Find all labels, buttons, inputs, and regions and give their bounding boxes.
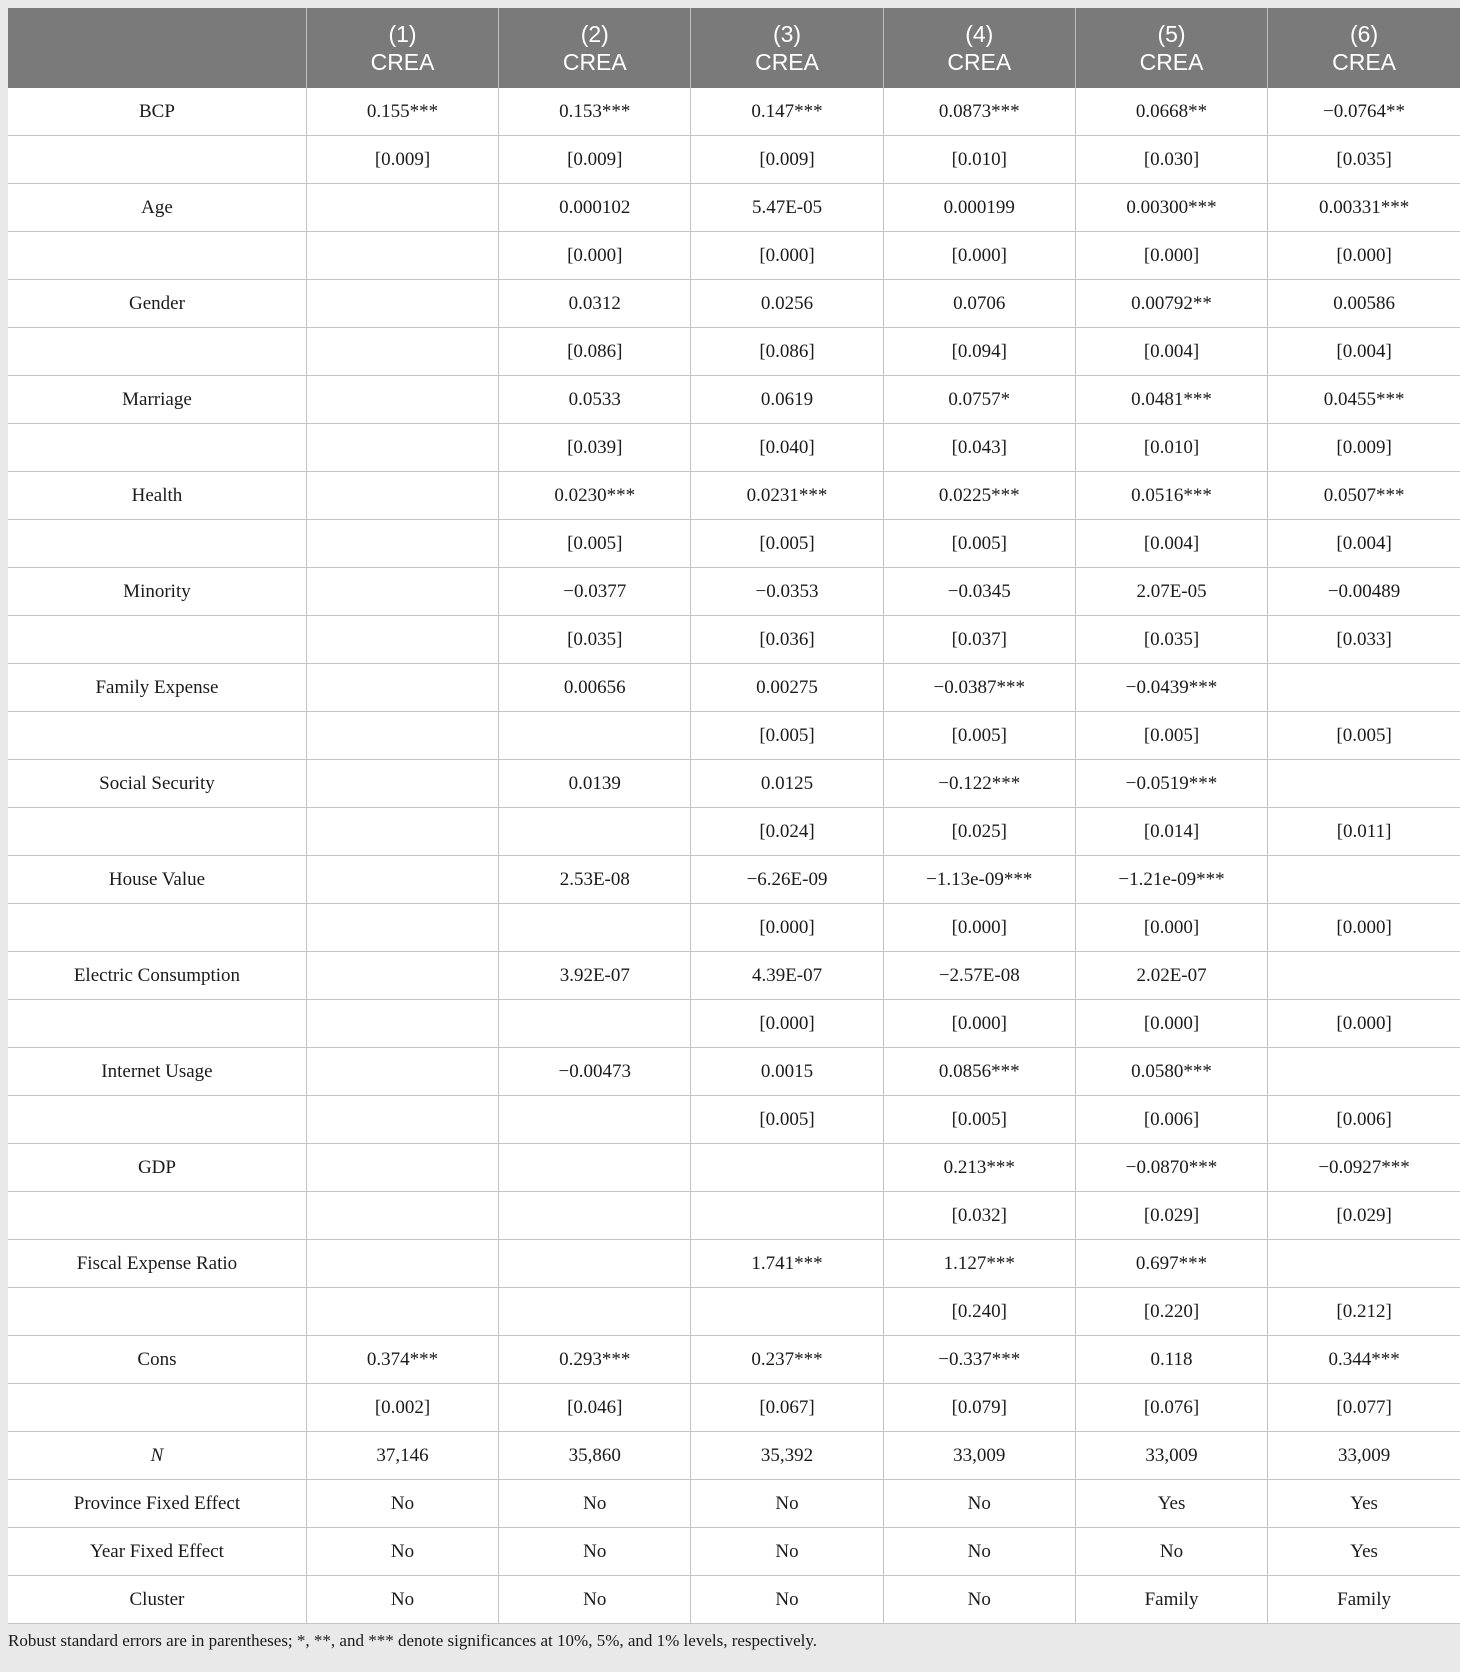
table-cell: −2.57E-08: [883, 952, 1075, 1000]
table-cell: 4.39E-07: [691, 952, 883, 1000]
table-cell: −0.0439***: [1075, 664, 1267, 712]
table-cell: 3.92E-07: [499, 952, 691, 1000]
table-cell: [0.005]: [691, 1096, 883, 1144]
table-row: [8, 1480, 1460, 1528]
table-row: [8, 88, 1460, 136]
row-label: Cluster: [8, 1576, 306, 1624]
table-cell: −0.122***: [883, 760, 1075, 808]
table-cell: [0.094]: [883, 328, 1075, 376]
column-header: [306, 8, 498, 88]
table-cell: [0.006]: [1075, 1096, 1267, 1144]
table-row: [8, 1432, 1460, 1480]
row-label: [8, 328, 306, 376]
table-cell: [0.039]: [499, 424, 691, 472]
table-cell: 0.0139: [499, 760, 691, 808]
table-cell: 0.000102: [499, 184, 691, 232]
table-cell: [0.029]: [1075, 1192, 1267, 1240]
table-cell: [1268, 760, 1460, 808]
table-cell: [306, 232, 498, 280]
table-cell: [0.024]: [691, 808, 883, 856]
table-cell: 0.0706: [883, 280, 1075, 328]
table-cell: 0.0516***: [1075, 472, 1267, 520]
table-cell: No: [306, 1576, 498, 1624]
row-label: Cons: [8, 1336, 306, 1384]
table-cell: 0.0873***: [883, 88, 1075, 136]
table-cell: [499, 1240, 691, 1288]
table-cell: [0.011]: [1268, 808, 1460, 856]
table-cell: 0.0225***: [883, 472, 1075, 520]
table-cell: [0.033]: [1268, 616, 1460, 664]
table-cell: 0.0481***: [1075, 376, 1267, 424]
table-cell: 0.0125: [691, 760, 883, 808]
table-cell: [0.005]: [883, 1096, 1075, 1144]
table-cell: −0.0387***: [883, 664, 1075, 712]
table-cell: [1268, 952, 1460, 1000]
table-cell: [0.004]: [1268, 520, 1460, 568]
table-cell: [0.009]: [1268, 424, 1460, 472]
table-row: [8, 904, 1460, 952]
table-row: [8, 1144, 1460, 1192]
table-cell: [0.079]: [883, 1384, 1075, 1432]
table-cell: [0.005]: [883, 712, 1075, 760]
table-cell: [306, 808, 498, 856]
table-cell: Family: [1268, 1576, 1460, 1624]
table-cell: [0.000]: [691, 904, 883, 952]
row-label: GDP: [8, 1144, 306, 1192]
table-cell: [691, 1192, 883, 1240]
table-cell: [499, 1096, 691, 1144]
table-cell: 0.0312: [499, 280, 691, 328]
column-variable: CREA: [562, 49, 627, 75]
table-cell: Yes: [1268, 1480, 1460, 1528]
row-label: Age: [8, 184, 306, 232]
table-cell: [0.077]: [1268, 1384, 1460, 1432]
table-cell: 0.155***: [306, 88, 498, 136]
table-cell: [0.009]: [691, 136, 883, 184]
table-row: [8, 1384, 1460, 1432]
table-cell: [306, 856, 498, 904]
table-cell: [0.002]: [306, 1384, 498, 1432]
table-cell: No: [1075, 1528, 1267, 1576]
table-cell: 35,392: [691, 1432, 883, 1480]
table-cell: −0.337***: [883, 1336, 1075, 1384]
table-cell: 0.0230***: [499, 472, 691, 520]
table-cell: [1268, 664, 1460, 712]
table-cell: No: [499, 1576, 691, 1624]
table-cell: −1.13e-09***: [883, 856, 1075, 904]
row-label: Health: [8, 472, 306, 520]
table-row: [8, 1096, 1460, 1144]
row-label: Social Security: [8, 760, 306, 808]
table-cell: [0.009]: [306, 136, 498, 184]
table-cell: 2.02E-07: [1075, 952, 1267, 1000]
column-variable: CREA: [1332, 49, 1397, 75]
table-cell: [306, 280, 498, 328]
column-variable: CREA: [755, 49, 819, 75]
table-cell: Yes: [1075, 1480, 1267, 1528]
table-cell: [0.220]: [1075, 1288, 1267, 1336]
table-cell: 0.000199: [883, 184, 1075, 232]
row-label: BCP: [8, 88, 306, 136]
table-row: [8, 952, 1460, 1000]
table-cell: No: [306, 1480, 498, 1528]
column-number: (2): [580, 21, 609, 47]
table-cell: [0.000]: [1268, 232, 1460, 280]
table-cell: 0.00275: [691, 664, 883, 712]
table-cell: [306, 1240, 498, 1288]
table-cell: [306, 1288, 498, 1336]
table-cell: [306, 616, 498, 664]
table-cell: 37,146: [306, 1432, 498, 1480]
table-row: [8, 664, 1460, 712]
table-cell: [0.000]: [1075, 232, 1267, 280]
table-cell: [0.029]: [1268, 1192, 1460, 1240]
table-cell: 0.0231***: [691, 472, 883, 520]
table-cell: [0.000]: [1268, 1000, 1460, 1048]
table-cell: 0.0668**: [1075, 88, 1267, 136]
row-label: Family Expense: [8, 664, 306, 712]
table-cell: −0.0353: [691, 568, 883, 616]
table-cell: [499, 808, 691, 856]
table-cell: 0.0256: [691, 280, 883, 328]
table-cell: −0.0345: [883, 568, 1075, 616]
table-cell: [0.005]: [1075, 712, 1267, 760]
table-cell: 0.237***: [691, 1336, 883, 1384]
table-row: [8, 712, 1460, 760]
row-label: [8, 616, 306, 664]
row-label: Internet Usage: [8, 1048, 306, 1096]
table-cell: 0.0455***: [1268, 376, 1460, 424]
table-cell: [0.004]: [1075, 328, 1267, 376]
table-row: [8, 568, 1460, 616]
table-cell: [0.000]: [1075, 904, 1267, 952]
table-cell: [306, 1192, 498, 1240]
table-cell: [0.086]: [499, 328, 691, 376]
column-header: [1268, 8, 1460, 88]
table-cell: 0.00792**: [1075, 280, 1267, 328]
table-cell: [0.035]: [1075, 616, 1267, 664]
table-cell: [499, 1192, 691, 1240]
table-cell: −1.21e-09***: [1075, 856, 1267, 904]
table-cell: [0.004]: [1075, 520, 1267, 568]
table-row: [8, 472, 1460, 520]
table-cell: 0.0856***: [883, 1048, 1075, 1096]
table-row: [8, 856, 1460, 904]
table-cell: 0.213***: [883, 1144, 1075, 1192]
row-label: [8, 1000, 306, 1048]
table-cell: [306, 520, 498, 568]
table-cell: 0.147***: [691, 88, 883, 136]
column-number: (4): [965, 21, 994, 47]
table-row: [8, 760, 1460, 808]
table-cell: [499, 1144, 691, 1192]
table-cell: 0.293***: [499, 1336, 691, 1384]
row-label: [8, 1384, 306, 1432]
table-cell: [0.086]: [691, 328, 883, 376]
row-label: Gender: [8, 280, 306, 328]
table-cell: [0.005]: [1268, 712, 1460, 760]
table-row: [8, 280, 1460, 328]
table-cell: 2.07E-05: [1075, 568, 1267, 616]
column-header: [499, 8, 691, 88]
table-cell: 0.118: [1075, 1336, 1267, 1384]
table-cell: 0.0757*: [883, 376, 1075, 424]
row-label: Year Fixed Effect: [8, 1528, 306, 1576]
table-cell: 33,009: [1075, 1432, 1267, 1480]
column-header: [883, 8, 1075, 88]
table-cell: [0.000]: [1075, 1000, 1267, 1048]
table-cell: [306, 1000, 498, 1048]
table-row: [8, 376, 1460, 424]
table-cell: [0.035]: [1268, 136, 1460, 184]
table-cell: [691, 1144, 883, 1192]
table-cell: [306, 1048, 498, 1096]
table-cell: 0.0015: [691, 1048, 883, 1096]
column-number: (1): [388, 21, 417, 47]
table-cell: No: [306, 1528, 498, 1576]
table-cell: 1.127***: [883, 1240, 1075, 1288]
table-cell: No: [883, 1480, 1075, 1528]
table-cell: No: [883, 1576, 1075, 1624]
row-label: [8, 712, 306, 760]
table-row: [8, 520, 1460, 568]
table-cell: [0.035]: [499, 616, 691, 664]
column-variable: CREA: [947, 49, 1012, 75]
row-label: [8, 1096, 306, 1144]
header-row: [8, 8, 1460, 88]
table-cell: No: [883, 1528, 1075, 1576]
table-cell: [0.000]: [883, 904, 1075, 952]
column-variable: CREA: [1139, 49, 1204, 75]
table-cell: [0.240]: [883, 1288, 1075, 1336]
table-cell: [0.014]: [1075, 808, 1267, 856]
table-cell: 0.0533: [499, 376, 691, 424]
table-cell: −0.0519***: [1075, 760, 1267, 808]
column-header: [1075, 8, 1267, 88]
regression-table: [8, 8, 1460, 1624]
table-cell: 0.00656: [499, 664, 691, 712]
table-cell: [0.009]: [499, 136, 691, 184]
column-number: (5): [1157, 21, 1186, 47]
table-row: [8, 1288, 1460, 1336]
table-row: [8, 616, 1460, 664]
table-cell: Yes: [1268, 1528, 1460, 1576]
table-cell: [0.025]: [883, 808, 1075, 856]
table-row: [8, 808, 1460, 856]
table-cell: 33,009: [1268, 1432, 1460, 1480]
table-cell: [0.006]: [1268, 1096, 1460, 1144]
table-cell: [306, 472, 498, 520]
table-row: [8, 184, 1460, 232]
row-label: N: [8, 1432, 306, 1480]
table-container: [8, 8, 1460, 1651]
row-label: [8, 424, 306, 472]
table-cell: [0.000]: [691, 1000, 883, 1048]
table-cell: [0.000]: [691, 232, 883, 280]
table-cell: 0.00331***: [1268, 184, 1460, 232]
table-cell: [499, 1000, 691, 1048]
table-cell: [306, 904, 498, 952]
table-cell: Family: [1075, 1576, 1267, 1624]
row-label: [8, 808, 306, 856]
table-cell: No: [499, 1528, 691, 1576]
table-cell: [0.067]: [691, 1384, 883, 1432]
table-cell: [0.000]: [1268, 904, 1460, 952]
table-cell: −0.0377: [499, 568, 691, 616]
table-cell: 0.00586: [1268, 280, 1460, 328]
table-cell: [0.005]: [691, 712, 883, 760]
table-cell: [1268, 856, 1460, 904]
table-cell: [306, 376, 498, 424]
table-row: [8, 1240, 1460, 1288]
table-cell: 0.0619: [691, 376, 883, 424]
column-number: (6): [1350, 21, 1379, 47]
table-cell: [0.212]: [1268, 1288, 1460, 1336]
table-cell: [0.032]: [883, 1192, 1075, 1240]
table-cell: [306, 952, 498, 1000]
table-cell: [0.000]: [499, 232, 691, 280]
table-cell: [0.040]: [691, 424, 883, 472]
table-row: [8, 1528, 1460, 1576]
table-row: [8, 424, 1460, 472]
table-row: [8, 1048, 1460, 1096]
column-variable: CREA: [370, 49, 435, 75]
row-label: Province Fixed Effect: [8, 1480, 306, 1528]
table-cell: [0.005]: [691, 520, 883, 568]
table-cell: [306, 568, 498, 616]
row-label: [8, 232, 306, 280]
table-cell: [0.036]: [691, 616, 883, 664]
table-cell: [306, 1144, 498, 1192]
table-row: [8, 136, 1460, 184]
row-label: [8, 1192, 306, 1240]
table-cell: 35,860: [499, 1432, 691, 1480]
table-row: [8, 1192, 1460, 1240]
header-corner: [8, 8, 306, 88]
table-cell: [306, 664, 498, 712]
table-cell: [0.046]: [499, 1384, 691, 1432]
table-row: [8, 1576, 1460, 1624]
table-cell: 0.0507***: [1268, 472, 1460, 520]
row-label: [8, 904, 306, 952]
table-cell: −0.0870***: [1075, 1144, 1267, 1192]
table-cell: No: [691, 1480, 883, 1528]
table-cell: −0.00473: [499, 1048, 691, 1096]
table-cell: 0.697***: [1075, 1240, 1267, 1288]
table-row: [8, 1000, 1460, 1048]
table-cell: [0.010]: [883, 136, 1075, 184]
table-cell: [306, 184, 498, 232]
table-cell: [0.000]: [883, 232, 1075, 280]
table-cell: [0.005]: [499, 520, 691, 568]
table-cell: [499, 904, 691, 952]
table-cell: No: [691, 1528, 883, 1576]
table-row: [8, 1336, 1460, 1384]
table-cell: [0.030]: [1075, 136, 1267, 184]
table-cell: [0.004]: [1268, 328, 1460, 376]
table-cell: 0.153***: [499, 88, 691, 136]
table-cell: No: [691, 1576, 883, 1624]
table-row: [8, 232, 1460, 280]
table-cell: −0.00489: [1268, 568, 1460, 616]
table-cell: [306, 1096, 498, 1144]
table-cell: [306, 328, 498, 376]
table-cell: [306, 424, 498, 472]
table-row: [8, 328, 1460, 376]
table-cell: [691, 1288, 883, 1336]
table-cell: 0.0580***: [1075, 1048, 1267, 1096]
row-label: Fiscal Expense Ratio: [8, 1240, 306, 1288]
table-cell: [1268, 1048, 1460, 1096]
table-cell: [306, 760, 498, 808]
table-cell: 1.741***: [691, 1240, 883, 1288]
table-cell: [499, 1288, 691, 1336]
table-cell: −0.0927***: [1268, 1144, 1460, 1192]
row-label: [8, 136, 306, 184]
row-label: [8, 520, 306, 568]
table-cell: 33,009: [883, 1432, 1075, 1480]
table-cell: 2.53E-08: [499, 856, 691, 904]
table-cell: No: [499, 1480, 691, 1528]
table-footnote: Robust standard errors are in parentheses; *, **, and *** denote significances at 10%, 5%, and 1% levels, respectively.: [8, 1631, 817, 1650]
table-cell: [0.005]: [883, 520, 1075, 568]
table-cell: [0.000]: [883, 1000, 1075, 1048]
table-cell: [0.076]: [1075, 1384, 1267, 1432]
row-label: Minority: [8, 568, 306, 616]
table-cell: [1268, 1240, 1460, 1288]
table-cell: [0.043]: [883, 424, 1075, 472]
table-cell: −0.0764**: [1268, 88, 1460, 136]
table-cell: [0.037]: [883, 616, 1075, 664]
row-label: House Value: [8, 856, 306, 904]
column-header: [691, 8, 883, 88]
table-cell: [499, 712, 691, 760]
table-body: [8, 88, 1460, 1624]
table-cell: 0.344***: [1268, 1336, 1460, 1384]
row-label: Marriage: [8, 376, 306, 424]
column-number: (3): [772, 21, 802, 47]
table-cell: [306, 712, 498, 760]
table-cell: 5.47E-05: [691, 184, 883, 232]
table-cell: −6.26E-09: [691, 856, 883, 904]
table-cell: [0.010]: [1075, 424, 1267, 472]
row-label: Electric Consumption: [8, 952, 306, 1000]
row-label: [8, 1288, 306, 1336]
table-cell: 0.374***: [306, 1336, 498, 1384]
table-cell: 0.00300***: [1075, 184, 1267, 232]
